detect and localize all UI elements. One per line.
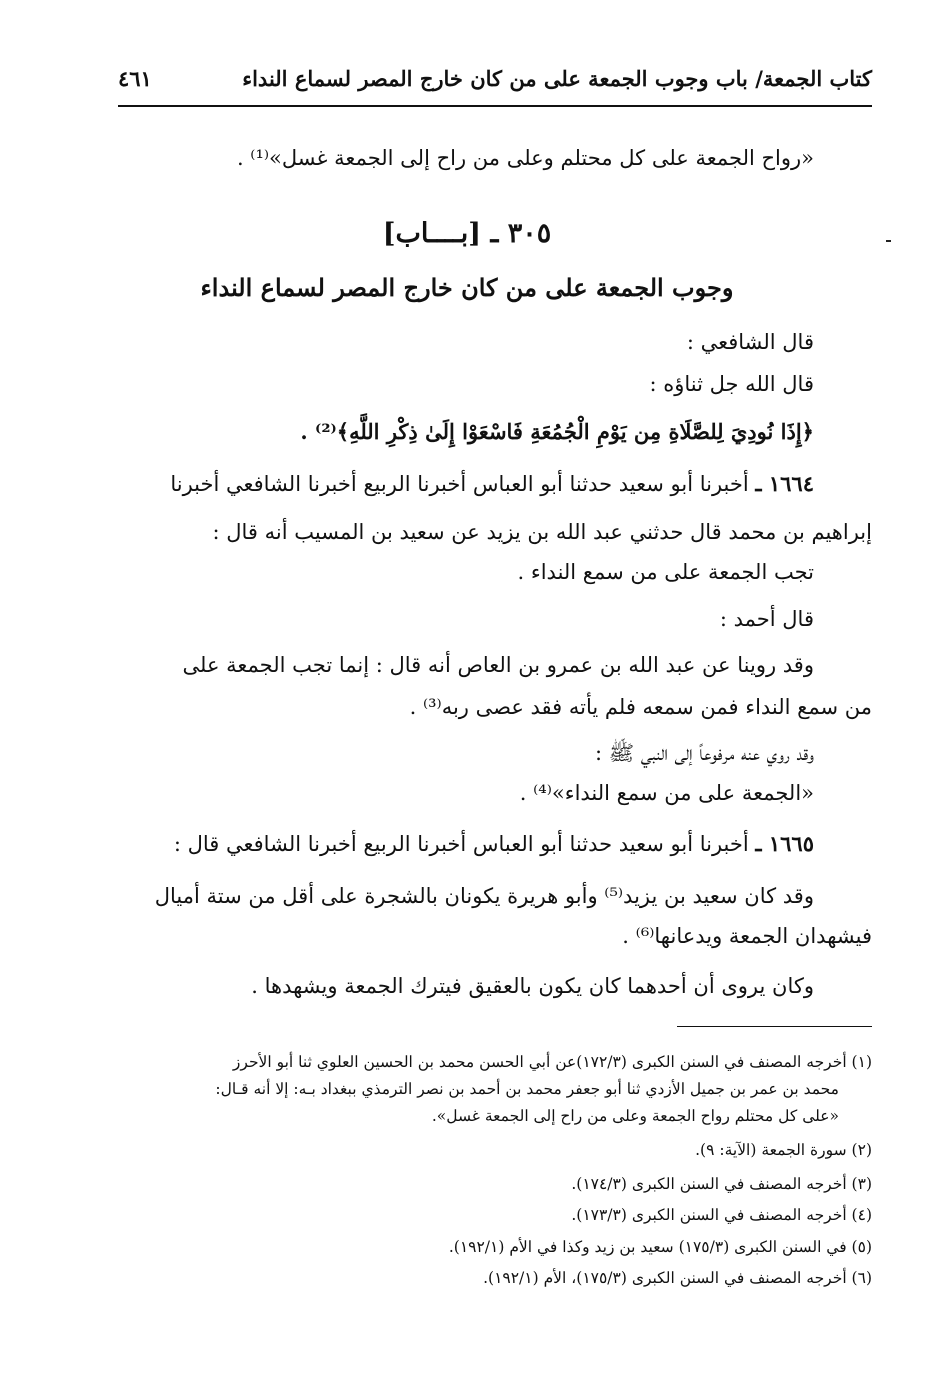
footnote-2: (٢) سورة الجمعة (الآية: ٩). [695,1141,872,1159]
hadith-1665-line-1 [174,822,814,866]
hadith-1665-line-4: وكان يروى أن أحدهما كان يكون بالعقيق فيترك الجمعة ويشهدها . [251,974,814,998]
footnote-1-line-1: (١) أخرجه المصنف في السنن الكبرى (١٧٢/٣)عن أبي الحسن محمد بن الحسين العلوي ثنا أبو الأحرز [232,1053,872,1071]
marfu-intro: وقد روي عنه مرفوعاً إلى النبي ﷺ : [595,741,814,765]
hadith-1664-text-1: أخبرنا أبو سعيد حدثنا أبو العباس أخبرنا الربيع أخبرنا الشافعي أخبرنا [170,472,749,496]
allah-said: قال الله جل ثناؤه : [649,372,814,396]
opening-hadith: «رواح الجمعة على كل محتلم وعلى من راح إلى الجمعة غسل»⁽¹⁾ . [236,146,814,170]
footnote-divider [677,1026,872,1027]
footnote-3: (٣) أخرجه المصنف في السنن الكبرى (١٧٤/٣). [571,1175,872,1193]
hadith-1665-line-2: وقد كان سعيد بن يزيد⁽⁵⁾ وأبو هريرة يكونان بالشجرة على أقل من ستة أميال [154,884,814,908]
chapter-subtitle: وجوب الجمعة على من كان خارج المصر لسماع النداء [200,273,734,302]
hadith-number-1665: ١٦٦٥ ـ [755,831,814,856]
hadith-number-1664: ١٦٦٤ ـ [755,471,814,496]
ahmad-said: قال أحمد : [719,607,814,631]
hadith-1664-line-3: تجب الجمعة على من سمع النداء . [517,560,814,584]
amr-report-line-2: من سمع النداء فمن سمعه فلم يأته فقد عصى ربه⁽³⁾ . [409,695,872,719]
footnote-5: (٥) في السنن الكبرى (١٧٥/٣) سعيد بن زيد وكذا في الأم (١٩٢/١). [448,1238,872,1256]
marfu-text: «الجمعة على من سمع النداء»⁽⁴⁾ . [519,781,814,805]
hadith-1665-line-3: فيشهدان الجمعة ويدعانها⁽⁶⁾ . [622,924,872,948]
footnote-6: (٦) أخرجه المصنف في السنن الكبرى (١٧٥/٣)، الأم (١٩٢/١). [483,1269,872,1287]
margin-mark [886,240,891,242]
hadith-1664-line-1 [170,462,814,506]
hadith-1664-line-2: إبراهيم بن محمد قال حدثني عبد الله بن يزيد عن سعيد بن المسيب أنه قال : [212,520,872,544]
hadith-1665-text-1: أخبرنا أبو سعيد حدثنا أبو العباس أخبرنا الربيع أخبرنا الشافعي قال : [173,832,749,856]
chapter-title: ٣٠٥ ـ [بــــاب] [382,218,552,249]
running-header-title: كتاب الجمعة/ باب وجوب الجمعة على من كان خارج المصر لسماع النداء [242,66,872,91]
footnote-1-line-2: محمد بن عمر بن جميل الأزدي ثنا أبو جعفر محمد بن أحمد بن نصر الترمذي ببغداد بـه: إلا أنه قـال: [215,1080,839,1098]
page-number: ٤٦١ [118,66,152,91]
header-divider [118,105,872,107]
shafii-said: قال الشافعي : [686,330,814,354]
footnote-1-line-3: «على كل محتلم رواح الجمعة وعلى من راح إلى الجمعة غسل». [431,1107,839,1125]
footnote-4: (٤) أخرجه المصنف في السنن الكبرى (١٧٣/٣). [571,1206,872,1224]
quran-verse: ﴿إِذَا نُودِيَ لِلصَّلَاةِ مِن يَوْمِ الْجُمُعَةِ فَاسْعَوْا إِلَىٰ ذِكْرِ اللَّهِ﴾⁽²⁾ . [300,419,814,444]
amr-report-line-1: وقد روينا عن عبد الله بن عمرو بن العاص أنه قال : إنما تجب الجمعة على [182,653,814,677]
